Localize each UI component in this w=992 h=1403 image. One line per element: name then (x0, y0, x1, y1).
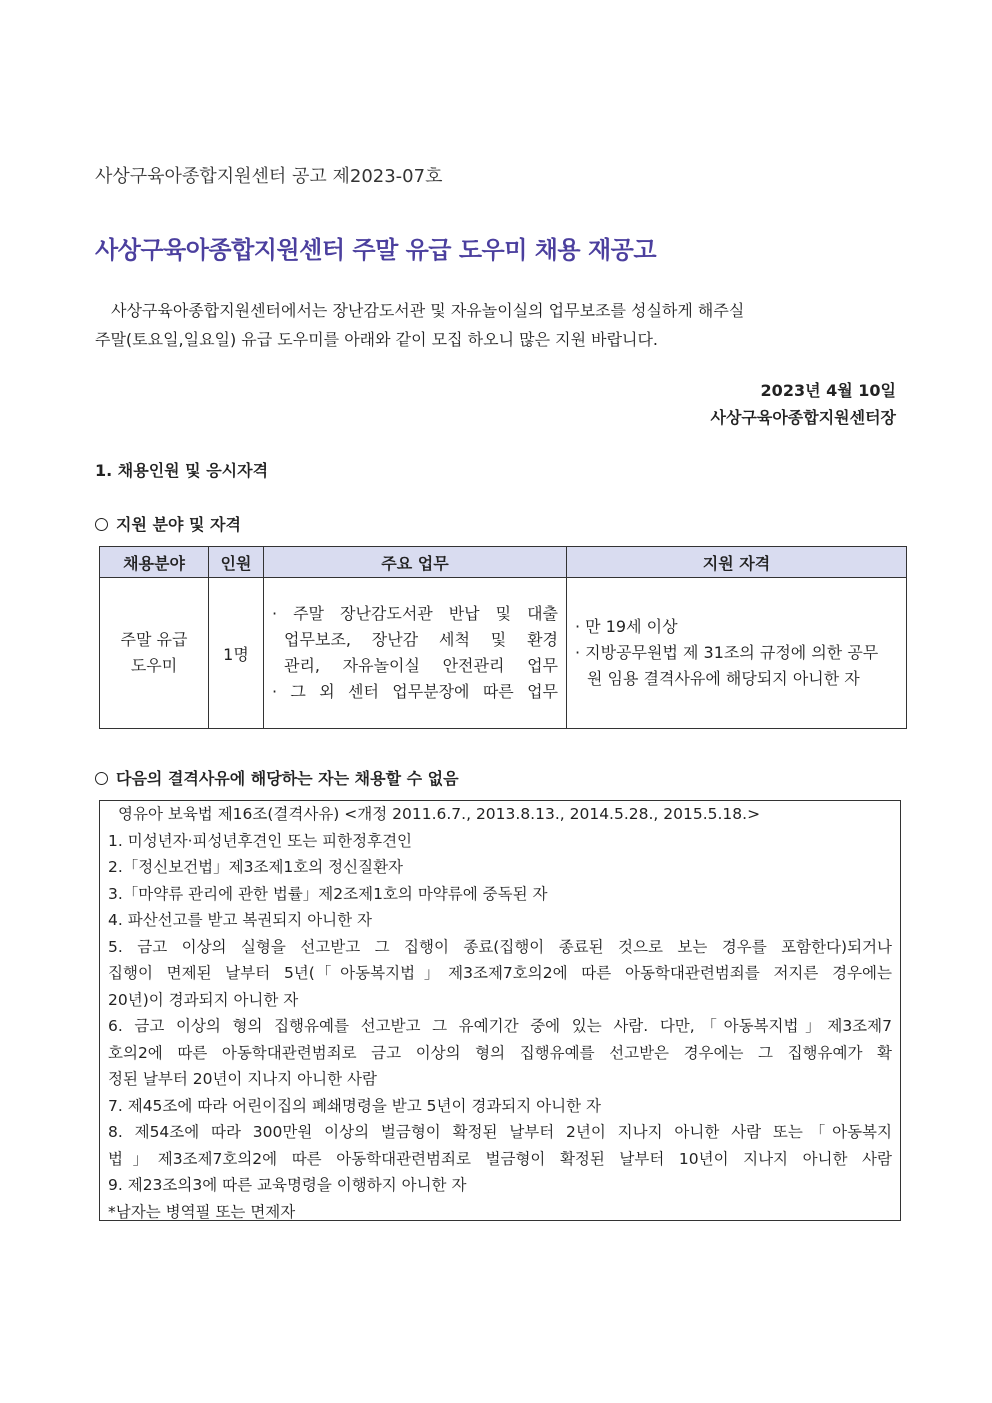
disqualification-line: 2.「정신보건법」제3조제1호의 정신질환자 (108, 858, 404, 876)
cell-qualifications (567, 578, 907, 729)
circle-bullet-icon (95, 772, 108, 785)
cell-field (100, 578, 209, 729)
disqualification-line: *남자는 병역필 또는 면제자 (108, 1202, 296, 1221)
disqualification-line: 법」제3조제7호의2에 따른 아동학대관련범죄로 벌금형이 확정된 날부터 10년이 지나지 아니한 사람 (108, 1149, 892, 1168)
issue-date: 2023년 4월 10일 (760, 381, 896, 400)
disqualification-box (99, 800, 901, 1221)
header-qualifications: 지원 자격 (567, 547, 907, 578)
intro-line-1: 사상구육아종합지원센터에서는 장난감도서관 및 자유놀이실의 업무보조를 성실하게 해주실 (111, 301, 745, 320)
table-header-row (100, 547, 907, 578)
header-field: 채용분야 (100, 547, 209, 578)
qualification-line: 원 임용 결격사유에 해당되지 아니한 자 (587, 669, 860, 688)
disqualification-line: 8. 제54조에 따라 300만원 이상의 벌금형이 확정된 날부터 2년이 지나지 아니한 사람 또는「아동복지 (108, 1123, 892, 1141)
notice-number: 사상구육아종합지원센터 공고 제2023-07호 (95, 166, 443, 187)
qualification-line: · 만 19세 이상 (575, 617, 678, 636)
disqualification-line: 정된 날부터 20년이 지나지 아니한 사람 (108, 1070, 377, 1088)
disqualification-line: 6. 금고 이상의 형의 집행유예를 선고받고 그 유예기간 중에 있는 사람. 다만,「아동복지법」제3조제7 (108, 1017, 892, 1035)
disqualification-line: 9. 제23조의3에 따른 교육명령을 이행하지 아니한 자 (108, 1176, 467, 1194)
subsection-label-2: 다음의 결격사유에 해당하는 자는 채용할 수 없음 (116, 769, 459, 788)
duty-line: · 그 외 센터 업무분장에 따른 업무 (272, 682, 558, 701)
header-count: 인원 (209, 547, 264, 578)
intro-line-2: 주말(토요일,일요일) 유급 도우미를 아래와 같이 모집 하오니 많은 지원 바랍니다. (95, 330, 659, 349)
intro-paragraph (95, 296, 744, 354)
subsection-heading-1 (95, 512, 241, 535)
recruitment-table (99, 546, 907, 729)
cell-duties (264, 578, 567, 729)
disqualification-line: 집행이 면제된 날부터 5년(「아동복지법」제3조제7호의2에 따른 아동학대관련범죄를 저지른 경우에는 (108, 964, 892, 982)
page-title: 사상구육아종합지원센터 주말 유급 도우미 채용 재공고 (95, 236, 657, 264)
section-heading: 1. 채용인원 및 응시자격 (95, 461, 269, 480)
subsection-heading-2 (95, 766, 459, 789)
issuer-signature: 사상구육아종합지원센터장 (710, 408, 896, 427)
duty-line: 업무보조, 장난감 세척 및 환경 (284, 630, 558, 649)
disqualification-line: 20년)이 경과되지 아니한 자 (108, 990, 299, 1009)
field-line-1: 주말 유급 (120, 630, 188, 649)
duty-line: 관리, 자유놀이실 안전관리 업무 (284, 656, 558, 675)
qualification-line: · 지방공무원법 제 31조의 규정에 의한 공무 (575, 643, 879, 662)
disqualification-line: 호의2에 따른 아동학대관련범죄로 금고 이상의 형의 집행유예를 선고받은 경우에는 그 집행유예가 확 (108, 1043, 892, 1062)
cell-count: 1명 (209, 578, 264, 729)
header-duties: 주요 업무 (264, 547, 567, 578)
subsection-label-1: 지원 분야 및 자격 (116, 515, 241, 534)
disqualification-line: 5. 금고 이상의 실형을 선고받고 그 집행이 종료(집행이 종료된 것으로 보는 경우를 포함한다)되거나 (108, 937, 892, 956)
disqualification-line: 3.「마약류 관리에 관한 법률」제2조제1호의 마약류에 중독된 자 (108, 884, 548, 903)
table-row (100, 578, 907, 729)
law-reference: 영유아 보육법 제16조(결격사유) <개정 2011.6.7., 2013.8.13., 2014.5.28., 2015.5.18.> (118, 805, 761, 823)
disqualification-line: 1. 미성년자·피성년후견인 또는 피한정후견인 (108, 831, 413, 850)
disqualification-line: 7. 제45조에 따라 어린이집의 폐쇄명령을 받고 5년이 경과되지 아니한 자 (108, 1096, 601, 1115)
disqualification-line: 4. 파산선고를 받고 복권되지 아니한 자 (108, 911, 373, 929)
field-line-2: 도우미 (130, 656, 178, 675)
circle-bullet-icon (95, 518, 108, 531)
duty-line: · 주말 장난감도서관 반납 및 대출 (272, 604, 558, 623)
